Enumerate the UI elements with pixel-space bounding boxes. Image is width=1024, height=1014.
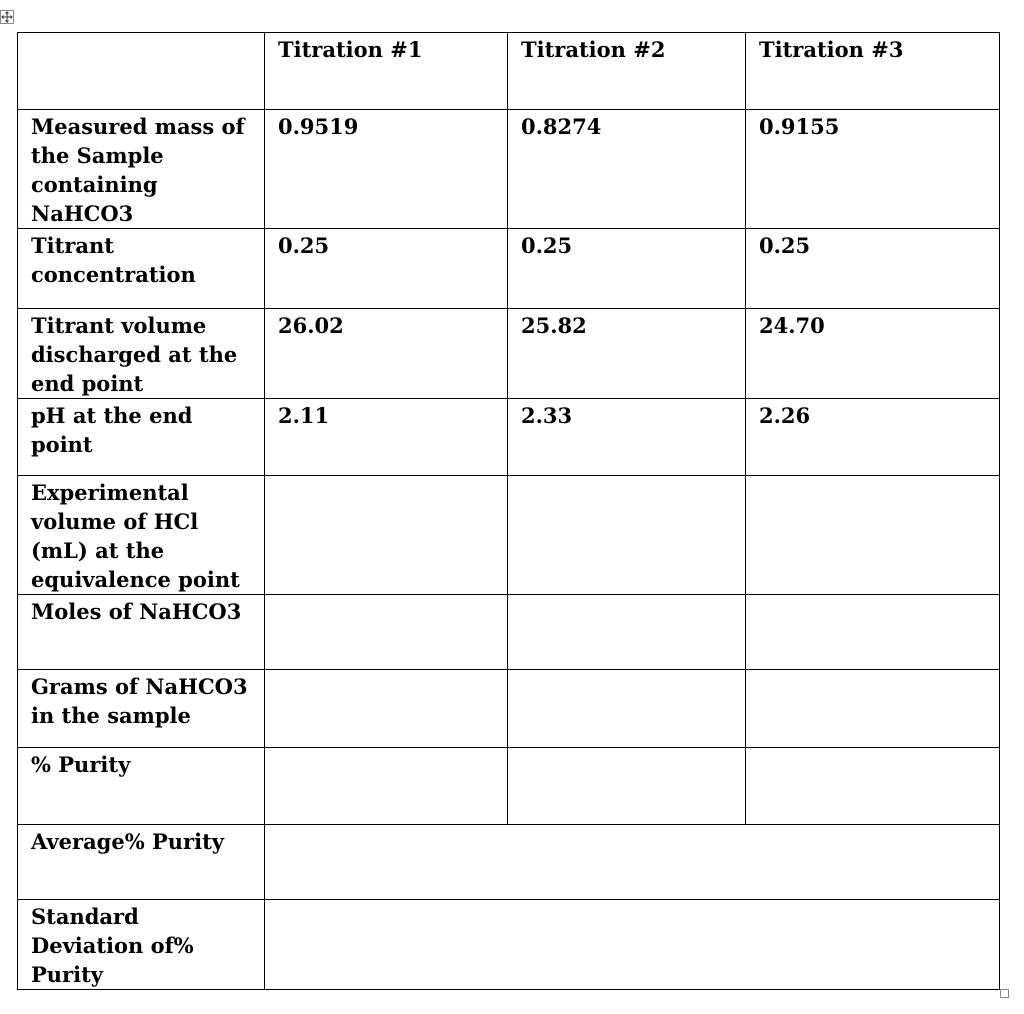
row-label[interactable]: % Purity (18, 748, 265, 825)
table-cell[interactable] (746, 670, 1000, 748)
table-resize-icon[interactable] (1000, 989, 1009, 998)
table-row (18, 595, 1000, 670)
titration-table (17, 32, 1000, 990)
table-row (18, 229, 1000, 309)
table-cell[interactable] (265, 748, 508, 825)
header-corner-cell[interactable] (18, 33, 265, 110)
table-move-icon[interactable] (0, 10, 14, 24)
table-cell[interactable]: 2.11 (265, 399, 508, 476)
table-cell[interactable] (265, 476, 508, 595)
table-cell[interactable]: 26.02 (265, 309, 508, 399)
row-label[interactable]: Measured mass of the Sample containing NaHCO3 (18, 110, 265, 229)
table-cell[interactable] (746, 748, 1000, 825)
table-cell[interactable]: 0.25 (265, 229, 508, 309)
table-row (18, 309, 1000, 399)
table-row (18, 399, 1000, 476)
header-titration-2[interactable]: Titration #2 (508, 33, 746, 110)
row-label[interactable]: Grams of NaHCO3 in the sample (18, 670, 265, 748)
table-cell[interactable]: 0.8274 (508, 110, 746, 229)
table-cell[interactable]: 2.26 (746, 399, 1000, 476)
table-cell[interactable] (265, 670, 508, 748)
table-cell[interactable]: 25.82 (508, 309, 746, 399)
header-titration-1[interactable]: Titration #1 (265, 33, 508, 110)
row-label[interactable]: Titrant concentration (18, 229, 265, 309)
table-cell[interactable] (746, 595, 1000, 670)
summary-row-stdev (18, 900, 1000, 990)
table-row (18, 110, 1000, 229)
table-cell[interactable]: 2.33 (508, 399, 746, 476)
summary-row-average (18, 825, 1000, 900)
table-cell[interactable] (508, 595, 746, 670)
merged-cell[interactable] (265, 825, 1000, 900)
table-row (18, 476, 1000, 595)
table-cell[interactable]: 24.70 (746, 309, 1000, 399)
table-cell[interactable]: 0.9519 (265, 110, 508, 229)
table-cell[interactable] (508, 748, 746, 825)
table-cell[interactable]: 0.9155 (746, 110, 1000, 229)
header-titration-3[interactable]: Titration #3 (746, 33, 1000, 110)
table-cell[interactable]: 0.25 (508, 229, 746, 309)
row-label[interactable]: Titrant volume discharged at the end point (18, 309, 265, 399)
row-label[interactable]: pH at the end point (18, 399, 265, 476)
table-cell[interactable] (508, 670, 746, 748)
row-label[interactable]: Moles of NaHCO3 (18, 595, 265, 670)
header-row (18, 33, 1000, 110)
row-label[interactable]: Standard Deviation of% Purity (18, 900, 265, 990)
table-cell[interactable] (746, 476, 1000, 595)
table-row (18, 748, 1000, 825)
merged-cell[interactable] (265, 900, 1000, 990)
table-cell[interactable] (265, 595, 508, 670)
table-cell[interactable]: 0.25 (746, 229, 1000, 309)
table-row (18, 670, 1000, 748)
row-label[interactable]: Experimental volume of HCl (mL) at the equivalence point (18, 476, 265, 595)
table-cell[interactable] (508, 476, 746, 595)
row-label[interactable]: Average% Purity (18, 825, 265, 900)
